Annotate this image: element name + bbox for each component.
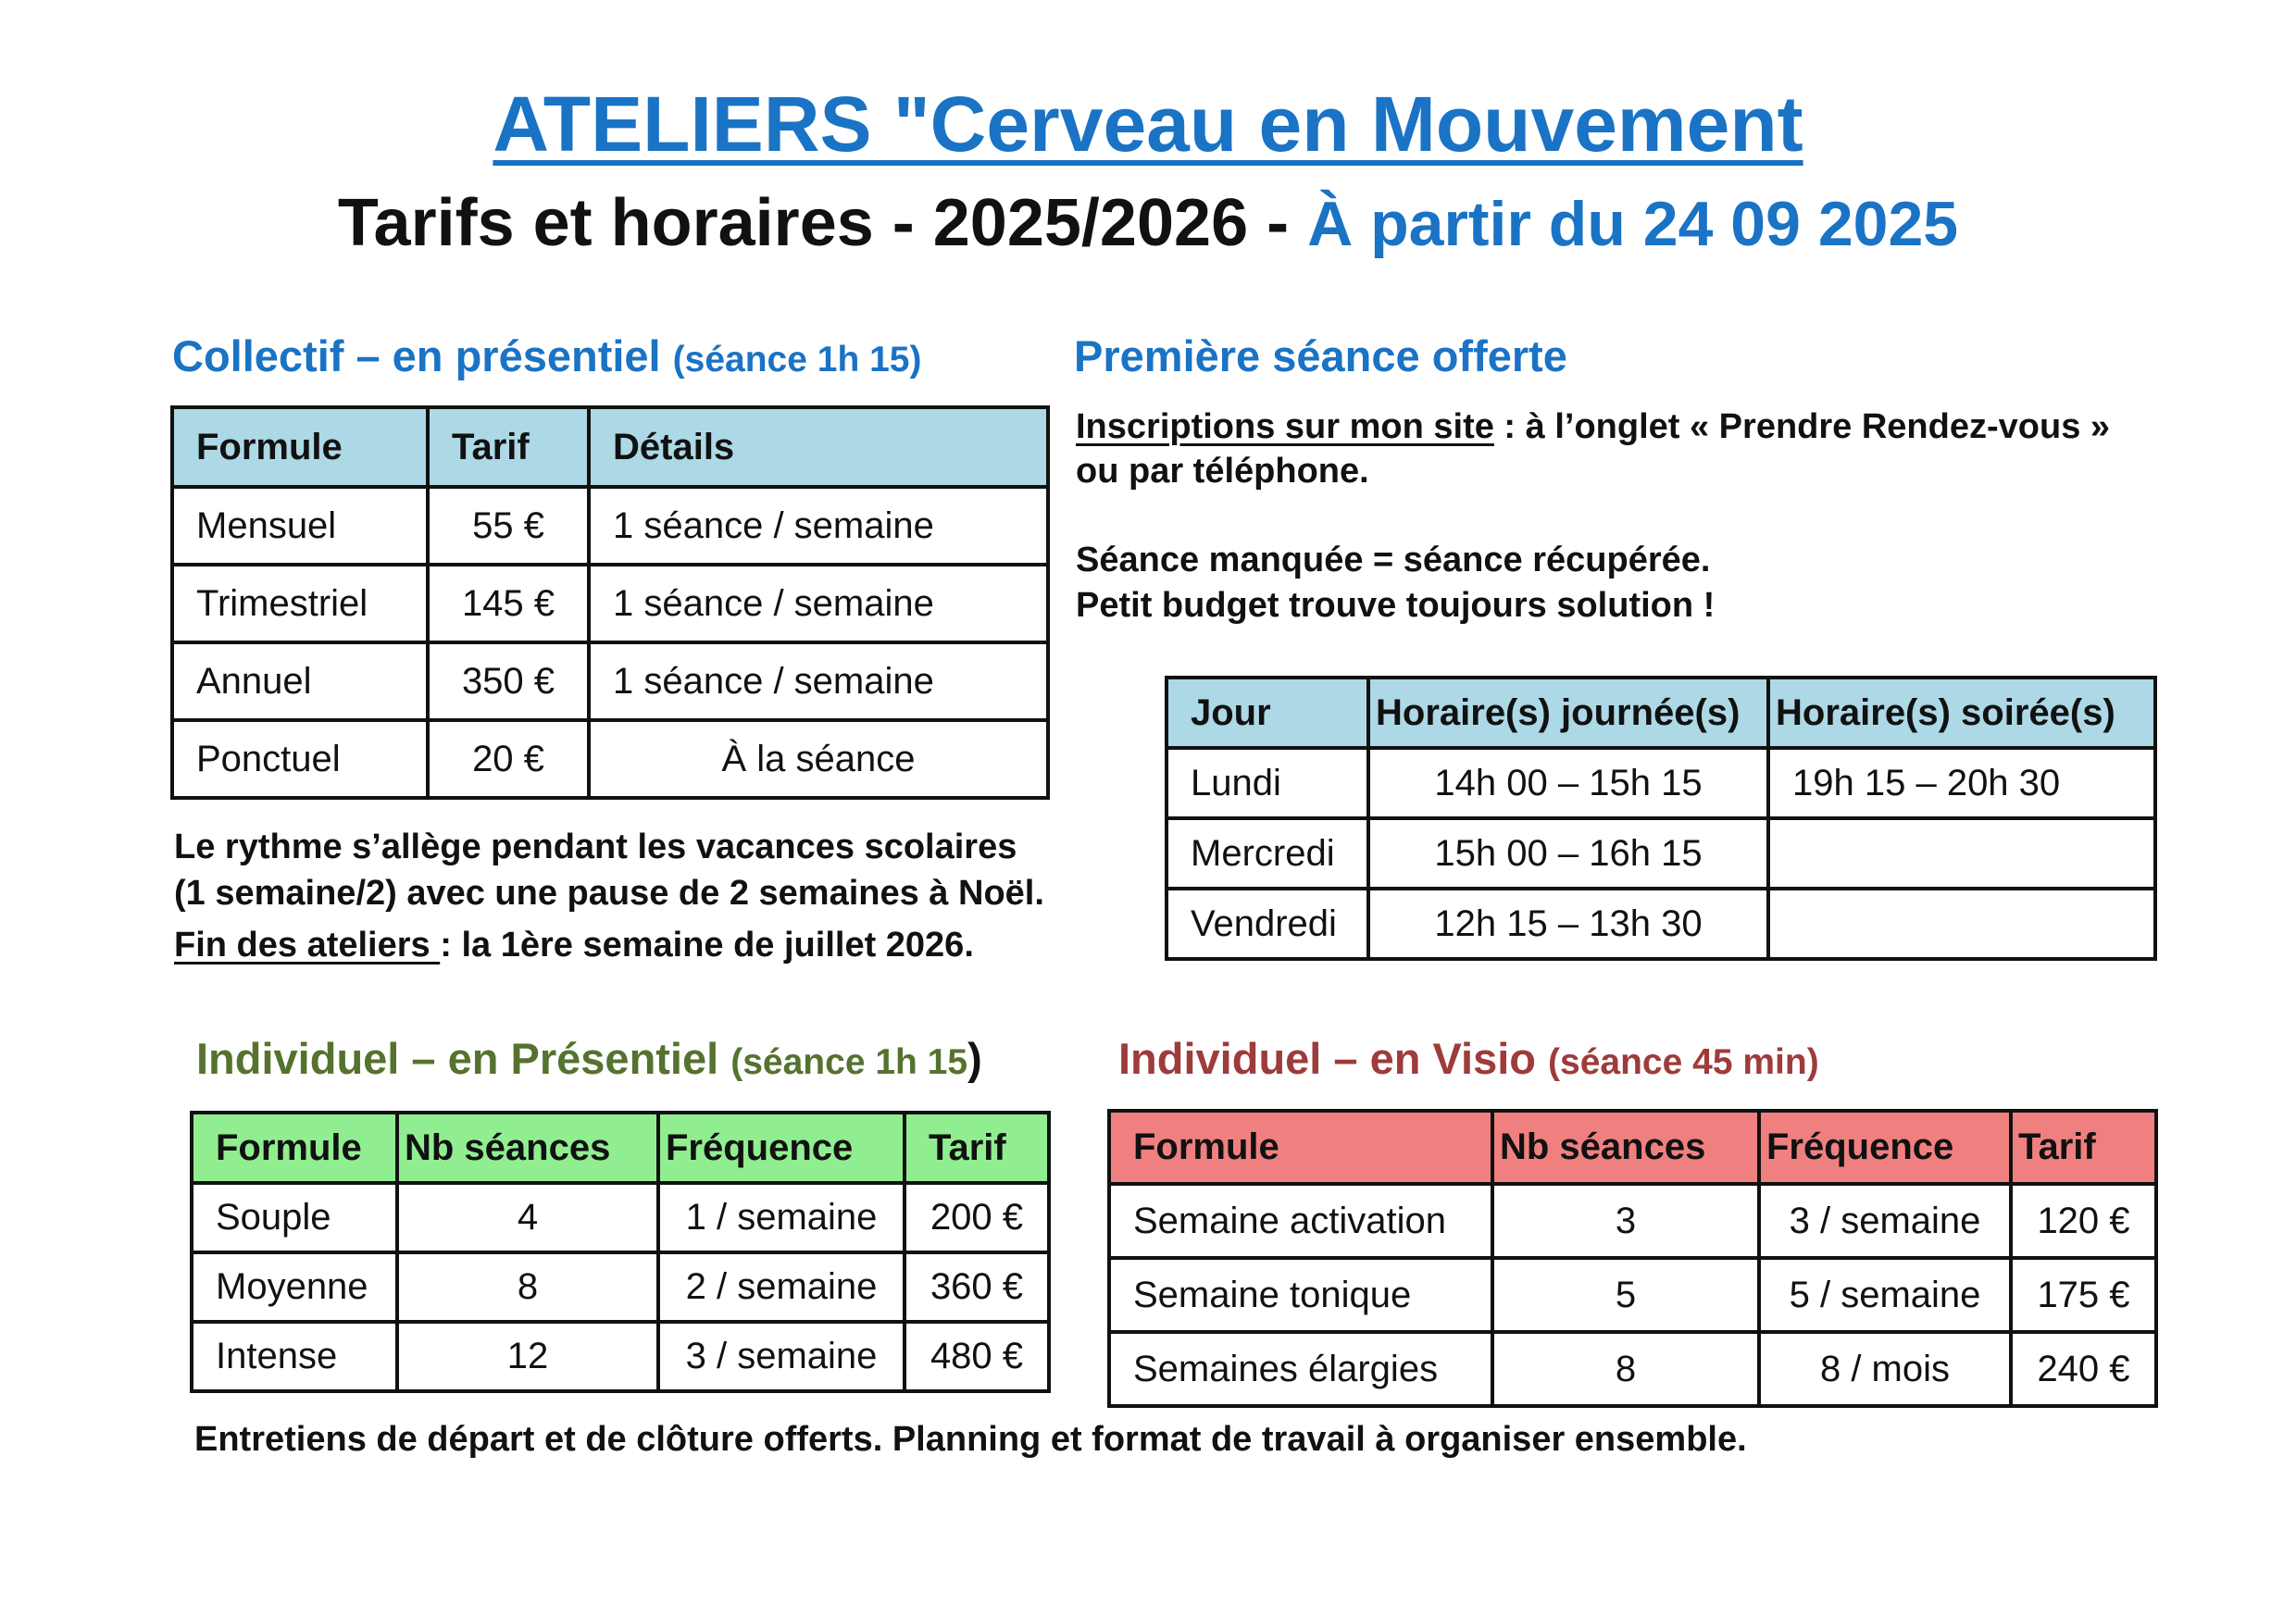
individuel-presentiel-heading-close: ) [967, 1034, 982, 1083]
schedule-cell-jour: Lundi [1167, 748, 1368, 818]
iv-cell-tarif: 175 € [2011, 1258, 2156, 1332]
iv-header-frequence: Fréquence [1759, 1111, 2011, 1184]
collectif-heading-small: (séance 1h 15) [672, 340, 922, 380]
collectif-cell-details: 1 séance / semaine [589, 642, 1048, 720]
table-row [1109, 1184, 2156, 1258]
table-row [172, 642, 1048, 720]
ip-header-formule: Formule [192, 1113, 397, 1183]
iv-cell-formule: Semaine activation [1109, 1184, 1492, 1258]
individuel-visio-heading [1118, 1031, 1819, 1090]
subtitle-main: Tarifs et horaires - 2025/2026 - [337, 186, 1308, 260]
collectif-cell-tarif: 145 € [428, 565, 589, 642]
individuel-presentiel-heading [196, 1031, 982, 1090]
ip-cell-frequence: 3 / semaine [658, 1322, 905, 1391]
iv-cell-formule: Semaines élargies [1109, 1332, 1492, 1406]
iv-cell-nb: 5 [1492, 1258, 1759, 1332]
individuel-presentiel-heading-main: Individuel – en Présentiel [196, 1034, 731, 1083]
table-row [192, 1252, 1049, 1322]
individuel-presentiel-heading-small: (séance 1h 15 [730, 1042, 968, 1082]
footer-note: Entretiens de départ et de clôture offerts. Planning et format de travail à organiser ensemble. [194, 1420, 1747, 1459]
page-subtitle [0, 181, 2296, 266]
ip-cell-formule: Intense [192, 1322, 397, 1391]
iv-cell-tarif: 240 € [2011, 1332, 2156, 1406]
ip-cell-nb: 8 [397, 1252, 658, 1322]
individuel-visio-heading-small: (séance 45 min) [1548, 1042, 1819, 1082]
schedule-table [1165, 676, 2157, 961]
inscriptions-line2: ou par téléphone. [1076, 452, 1369, 491]
ip-cell-frequence: 1 / semaine [658, 1183, 905, 1252]
individuel-presentiel-header-row [192, 1113, 1049, 1183]
iv-header-tarif: Tarif [2011, 1111, 2156, 1184]
collectif-cell-tarif: 55 € [428, 487, 589, 565]
schedule-cell-soiree [1768, 818, 2155, 889]
first-session-heading: Première séance offerte [1074, 331, 1567, 380]
inscriptions-label: Inscriptions sur mon site [1076, 407, 1494, 446]
collectif-cell-formule: Mensuel [172, 487, 428, 565]
schedule-cell-soiree: 19h 15 – 20h 30 [1768, 748, 2155, 818]
ip-cell-nb: 4 [397, 1183, 658, 1252]
collectif-heading-main: Collectif – en présentiel [172, 331, 673, 380]
collectif-heading [172, 329, 921, 388]
collectif-cell-tarif: 20 € [428, 720, 589, 798]
budget-note: Petit budget trouve toujours solution ! [1076, 586, 1716, 625]
individuel-presentiel-table [190, 1111, 1051, 1393]
collectif-header-tarif: Tarif [428, 407, 589, 487]
table-row [192, 1183, 1049, 1252]
collectif-note-line2: (1 semaine/2) avec une pause de 2 semaines à Noël. [174, 874, 1044, 913]
ip-header-frequence: Fréquence [658, 1113, 905, 1183]
schedule-cell-jour: Vendredi [1167, 889, 1368, 959]
table-row [1109, 1332, 2156, 1406]
schedule-cell-journee: 12h 15 – 13h 30 [1368, 889, 1768, 959]
collectif-cell-formule: Trimestriel [172, 565, 428, 642]
page-title: ATELIERS "Cerveau en Mouvement [493, 81, 1803, 168]
schedule-cell-jour: Mercredi [1167, 818, 1368, 889]
ip-cell-formule: Souple [192, 1183, 397, 1252]
inscriptions-text: : à l’onglet « Prendre Rendez-vous » [1493, 407, 2111, 446]
schedule-header-row [1167, 678, 2155, 748]
collectif-cell-details: 1 séance / semaine [589, 565, 1048, 642]
collectif-end-text: : la 1ère semaine de juillet 2026. [440, 926, 974, 965]
ip-cell-formule: Moyenne [192, 1252, 397, 1322]
iv-cell-frequence: 5 / semaine [1759, 1258, 2011, 1332]
schedule-cell-journee: 15h 00 – 16h 15 [1368, 818, 1768, 889]
collectif-cell-tarif: 350 € [428, 642, 589, 720]
schedule-header-jour: Jour [1167, 678, 1368, 748]
ip-cell-tarif: 480 € [905, 1322, 1049, 1391]
ip-header-tarif: Tarif [905, 1113, 1049, 1183]
ip-header-nb: Nb séances [397, 1113, 658, 1183]
iv-header-nb: Nb séances [1492, 1111, 1759, 1184]
schedule-cell-soiree [1768, 889, 2155, 959]
table-row [172, 487, 1048, 565]
individuel-visio-header-row [1109, 1111, 2156, 1184]
collectif-note-line1: Le rythme s’allège pendant les vacances scolaires [174, 828, 1017, 866]
individuel-visio-heading-main: Individuel – en Visio [1118, 1034, 1549, 1083]
iv-header-formule: Formule [1109, 1111, 1492, 1184]
table-row [192, 1322, 1049, 1391]
iv-cell-frequence: 3 / semaine [1759, 1184, 2011, 1258]
table-row [172, 720, 1048, 798]
ip-cell-tarif: 200 € [905, 1183, 1049, 1252]
collectif-end-note [174, 922, 974, 968]
iv-cell-nb: 3 [1492, 1184, 1759, 1258]
collectif-cell-formule: Annuel [172, 642, 428, 720]
collectif-end-label: Fin des ateliers [174, 926, 441, 965]
collectif-header-row [172, 407, 1048, 487]
schedule-header-journee: Horaire(s) journée(s) [1368, 678, 1768, 748]
collectif-table [170, 405, 1050, 800]
collectif-cell-details: 1 séance / semaine [589, 487, 1048, 565]
inscriptions-line1 [1076, 404, 2110, 450]
collectif-header-details: Détails [589, 407, 1048, 487]
iv-cell-frequence: 8 / mois [1759, 1332, 2011, 1406]
schedule-header-soiree: Horaire(s) soirée(s) [1768, 678, 2155, 748]
collectif-cell-formule: Ponctuel [172, 720, 428, 798]
ip-cell-tarif: 360 € [905, 1252, 1049, 1322]
iv-cell-tarif: 120 € [2011, 1184, 2156, 1258]
table-row [1167, 818, 2155, 889]
collectif-cell-details: À la séance [589, 720, 1048, 798]
schedule-cell-journee: 14h 00 – 15h 15 [1368, 748, 1768, 818]
collectif-header-formule: Formule [172, 407, 428, 487]
table-row [1109, 1258, 2156, 1332]
table-row [172, 565, 1048, 642]
table-row [1167, 889, 2155, 959]
ip-cell-frequence: 2 / semaine [658, 1252, 905, 1322]
iv-cell-formule: Semaine tonique [1109, 1258, 1492, 1332]
subtitle-date: À partir du 24 09 2025 [1307, 189, 1959, 259]
ip-cell-nb: 12 [397, 1322, 658, 1391]
iv-cell-nb: 8 [1492, 1332, 1759, 1406]
table-row [1167, 748, 2155, 818]
missed-session-note: Séance manquée = séance récupérée. [1076, 541, 1711, 579]
individuel-visio-table [1107, 1109, 2158, 1408]
